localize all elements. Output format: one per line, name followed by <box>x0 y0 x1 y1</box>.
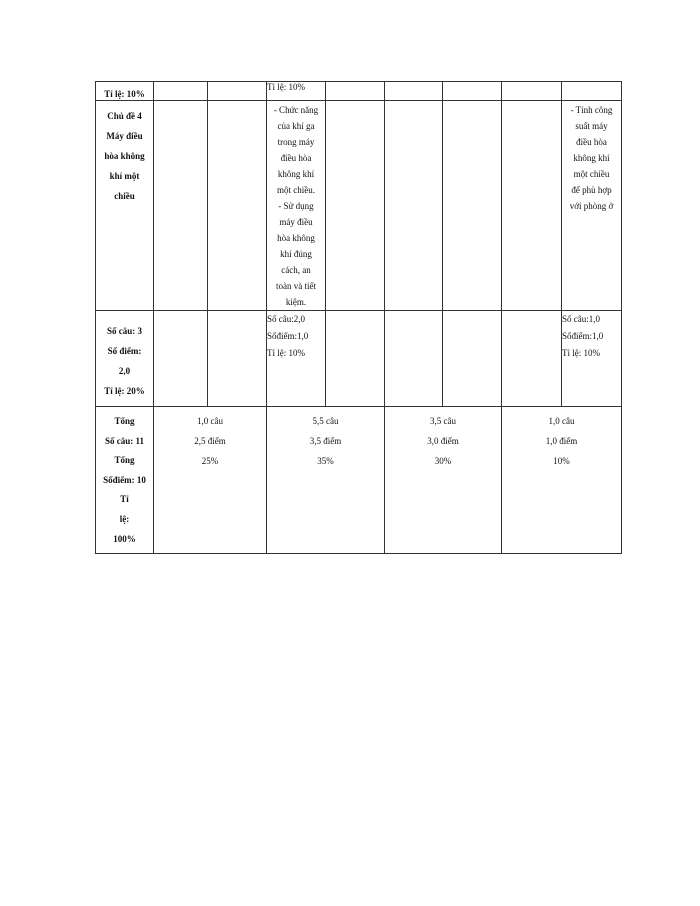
score-col3-line: Số câu:2,0 <box>267 314 305 324</box>
empty-cell <box>562 82 622 101</box>
topic-4-col8-line: với phòng ở <box>569 201 614 211</box>
topic-4-col3-line: - Chức năng <box>273 105 319 115</box>
total-label-line: Số câu: 11 <box>104 435 144 446</box>
total-label-line: 100% <box>113 533 136 544</box>
score-label-line: Số câu: 3 <box>106 326 142 336</box>
score-label-line: 2,0 <box>118 366 131 376</box>
total-percent: 30% <box>434 456 452 466</box>
total-questions: 3,5 câu <box>430 416 456 426</box>
total-label-line: Tổng <box>114 455 135 466</box>
total-group-understanding <box>267 407 385 554</box>
score-col8-line: Số câu:1,0 <box>562 314 600 324</box>
topic-4-col3-line: máy điều <box>279 217 313 227</box>
table-row-topic-4-score <box>96 311 622 407</box>
empty-cell <box>443 101 502 311</box>
topic-4-col3-line: cách, an <box>281 265 311 275</box>
total-label-line: lệ: <box>119 513 130 524</box>
empty-cell <box>208 82 267 101</box>
assessment-matrix-table <box>95 81 622 554</box>
topic-4-col3-line: kiệm. <box>285 297 307 307</box>
score-col3-line: Tỉ lệ: 10% <box>267 348 305 358</box>
total-questions: 5,5 câu <box>312 416 339 426</box>
empty-cell <box>208 101 267 311</box>
total-percent: 25% <box>201 456 219 466</box>
total-group-application <box>385 407 502 554</box>
score-label-line: Số điểm: <box>107 346 142 356</box>
topic-4-col3-line: một chiều. <box>277 185 315 195</box>
topic-4-understanding-cell <box>267 101 326 311</box>
topic-4-col8-line: để phù hợp <box>571 185 612 195</box>
empty-cell <box>154 101 208 311</box>
score-col8-line: Tỉ lệ: 10% <box>562 348 600 358</box>
empty-cell <box>502 82 562 101</box>
empty-cell <box>208 311 267 407</box>
empty-cell <box>154 311 208 407</box>
topic-4-col3-line: - Sử dụng <box>278 201 314 211</box>
empty-cell <box>154 82 208 101</box>
total-label-cell <box>96 407 154 554</box>
ratio-label: Tỉ lệ: 10% <box>104 89 145 99</box>
topic-4-col3-line: hòa không <box>277 233 315 243</box>
empty-cell <box>385 82 443 101</box>
empty-cell <box>326 311 385 407</box>
topic-4-label-cell <box>96 101 154 311</box>
score-col3-line: Sốđiểm:1,0 <box>267 331 309 341</box>
total-points: 1,0 điểm <box>545 436 578 446</box>
score-label-line: Tỉ lệ: 20% <box>104 386 145 396</box>
topic-4-col3-line: trong máy <box>277 137 315 147</box>
total-label-line: Tỉ <box>120 494 129 505</box>
ratio-label-cell <box>96 82 154 101</box>
topic-4-application-cell <box>562 101 622 311</box>
total-group-recognition <box>154 407 267 554</box>
topic-4-col8-line: suất máy <box>575 121 608 131</box>
topic-4-col8-line: - Tính công <box>570 105 613 115</box>
topic-4-label-line: Máy điều <box>106 131 143 141</box>
empty-cell <box>326 82 385 101</box>
table-row-total <box>96 407 622 554</box>
ratio-col3-text: Tỉ lệ: 10% <box>267 82 305 92</box>
topic-4-col3-line: không khí <box>277 169 315 179</box>
total-points: 2,5 điểm <box>194 436 226 446</box>
topic-4-score-col3-cell <box>267 311 326 407</box>
empty-cell <box>385 311 443 407</box>
topic-4-col3-line: toàn và tiết <box>276 281 316 291</box>
empty-cell <box>443 82 502 101</box>
total-points: 3,0 điểm <box>427 436 459 446</box>
total-label-line: Sốđiểm: 10 <box>103 474 146 485</box>
empty-cell <box>443 311 502 407</box>
total-percent: 35% <box>317 456 334 466</box>
topic-4-col3-line: điều hòa <box>280 153 312 163</box>
topic-4-col3-line: khí đúng <box>280 249 312 259</box>
total-questions: 1,0 câu <box>197 416 223 426</box>
total-label-line: Tổng <box>114 416 135 426</box>
topic-4-label-line: Chủ đề 4 <box>107 111 142 121</box>
topic-4-col8-line: không khí <box>573 153 610 163</box>
topic-4-col3-line: của khí ga <box>277 121 315 131</box>
ratio-col3-cell <box>267 82 326 101</box>
topic-4-label-line: hòa không <box>104 151 145 161</box>
empty-cell <box>385 101 443 311</box>
topic-4-label-line: chiều <box>114 191 135 201</box>
topic-4-label-line: khí một <box>109 171 140 181</box>
total-questions: 1,0 câu <box>548 416 575 426</box>
empty-cell <box>326 101 385 311</box>
table-row-topic-4 <box>96 101 622 311</box>
topic-4-col8-line: điều hòa <box>576 137 607 147</box>
empty-cell <box>502 311 562 407</box>
topic-4-score-col8-cell <box>562 311 622 407</box>
total-points: 3,5 điểm <box>309 436 342 446</box>
topic-4-score-label-cell <box>96 311 154 407</box>
total-percent: 10% <box>553 456 570 466</box>
score-col8-line: Sốđiểm:1,0 <box>562 331 604 341</box>
topic-4-col8-line: một chiều <box>573 169 610 179</box>
total-group-high-application <box>502 407 622 554</box>
table-row-ratio <box>96 82 622 101</box>
empty-cell <box>502 101 562 311</box>
